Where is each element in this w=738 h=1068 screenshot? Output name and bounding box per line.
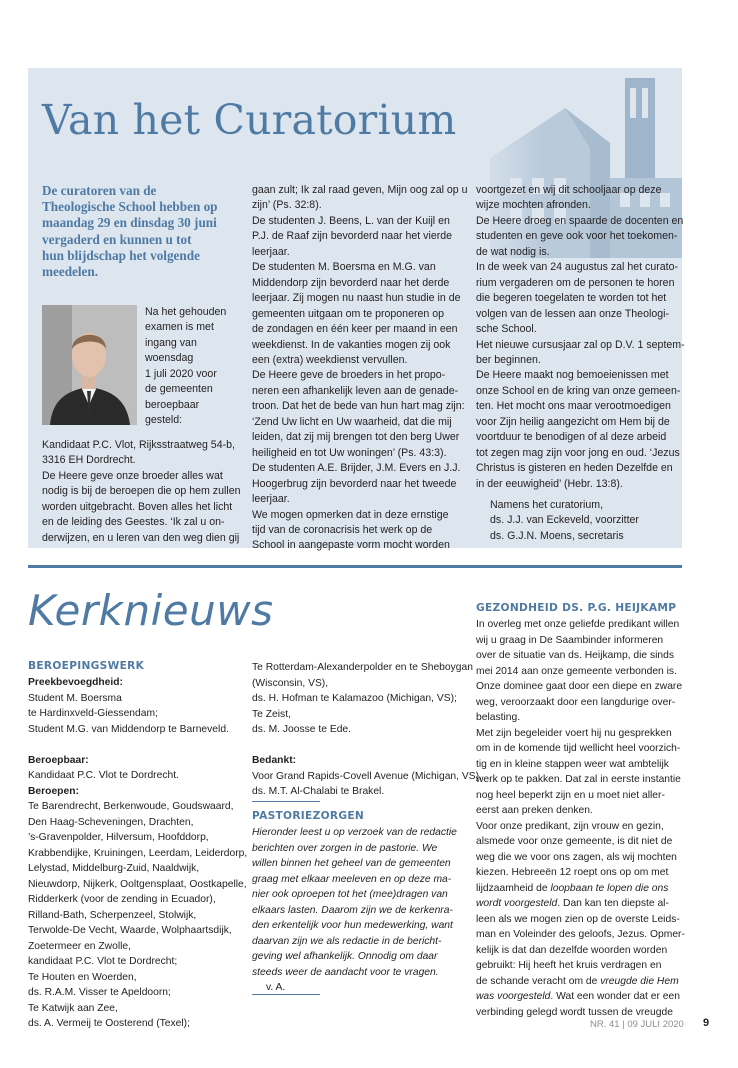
text-line: weg die we voor ons zagen, als wij mochten	[476, 851, 677, 863]
curatorium-signature	[490, 498, 639, 544]
text-line: ds. G.J.N. Moens, secretaris	[490, 529, 624, 542]
text-line: Den Haag-Scheveningen, Drachten,	[28, 816, 194, 828]
text-line: Kandidaat P.C. Vlot te Dordrecht.	[28, 770, 179, 781]
beroepingswerk-continued	[252, 660, 482, 800]
gezondheid-text	[476, 617, 685, 1020]
label-preekbevoegdheid: Preekbevoegdheid:	[28, 677, 123, 688]
text-line: troon. Dat het de bede van hun hart mag zijn:	[252, 400, 465, 413]
text-line: heiligheid en tot Uw woningen’ (Ps. 43:3).	[252, 446, 447, 459]
text-line: Christus is gisteren en heden Dezelfde en	[476, 462, 673, 475]
text-line: (Wisconsin, VS),	[252, 677, 329, 689]
text-line: ber beginnen.	[476, 353, 541, 366]
text-line: werk op te pakken. Dat zal in eerste instantie	[476, 774, 681, 785]
text-line: Rilland-Bath, Scherpenzeel, Stolwijk,	[28, 909, 197, 921]
text-line: gemeenten uitgaan om te proponeren op	[252, 307, 445, 320]
text-line: ten. Het mocht ons maar verootmoedigen	[476, 400, 671, 413]
short-rule	[252, 801, 320, 802]
text-line: wij u graag in De Saambinder informeren	[476, 634, 664, 646]
text-line: We mogen opmerken dat in deze ernstige	[252, 508, 449, 521]
text-line: kelijk is dat dan dezelfde woorden worden	[476, 944, 668, 956]
text-line: Na het gehouden	[145, 306, 227, 318]
text-line: Het nieuwe cursusjaar zal op D.V. 1 septem-	[476, 338, 685, 351]
text-line: gaan zult; Ik zal raad geven, Mijn oog zal op u	[252, 184, 468, 196]
text-line: mei 2014 aan onze gemeente verbonden is.	[476, 665, 677, 677]
text-line: Onze dominee gaat door een diepe en zware	[476, 681, 683, 692]
text-line: ‘Zend Uw licht en Uw waarheid, dat die mij	[252, 415, 452, 428]
text-line: De Heere droeg en spaarde de docenten en	[476, 214, 684, 227]
text-line: ’s-Gravenpolder, Hilversum, Hoofddorp,	[28, 832, 209, 843]
text-line: daarvan zijn we als redactie in de bericht-	[252, 935, 442, 947]
text-line: leerjaar.	[252, 245, 290, 258]
text-line: nog heel beperkt zijn en u moet niet aller-	[476, 789, 665, 801]
section-title: Van het Curatorium	[42, 96, 457, 144]
text-line: Hoogerbrug zijn bevorderd naar het tweede	[252, 477, 457, 490]
text-line	[476, 896, 685, 912]
text-line: willen binnen het geheel van de gemeenten	[252, 858, 451, 869]
section-divider	[28, 565, 682, 568]
text-line: gesteld:	[145, 414, 183, 427]
text-line: neren een afhankelijk leven aan de genade-	[252, 384, 459, 397]
text-line: belasting.	[476, 712, 521, 723]
intro-line: hun blijdschap het volgende	[42, 247, 200, 263]
text-line: over de situatie van ds. Heijkamp, die sinds	[476, 650, 675, 661]
short-rule	[252, 994, 320, 995]
text-line: ds. R.A.M. Visser te Apeldoorn;	[28, 987, 171, 998]
text-line: geving wel afhankelijk. Onnodig om daar	[252, 951, 438, 962]
text-line: den erkentelijk voor hun medewerking, want	[252, 920, 453, 931]
text-line: kiezen. Hebreeën 12 roept ons op om met	[476, 867, 669, 878]
label-bedankt: Bedankt:	[252, 755, 297, 766]
text-line: leen als we mogen zien op de overste Leids-	[476, 913, 680, 925]
label-beroepbaar: Beroepbaar:	[28, 754, 89, 766]
text-line: wijze mochten afronden.	[476, 199, 591, 212]
text-line: 3316 EH Dordrecht.	[42, 454, 136, 467]
column-3-text	[476, 183, 685, 492]
text-line: ingang van	[145, 336, 197, 349]
text-line: In de week van 24 augustus zal het curato-	[476, 261, 678, 274]
italic-quote: loopbaan te lopen die ons	[550, 882, 669, 894]
text-line: die begeren toegelaten te worden tot het	[476, 292, 667, 305]
beroepingswerk-text	[28, 675, 247, 1032]
text-beside-photo	[145, 305, 226, 429]
text-line: Student M.G. van Middendorp te Barneveld.	[28, 723, 229, 735]
heading-beroepingswerk: BEROEPINGSWERK	[28, 660, 145, 672]
text-line: kandidaat P.C. Vlot te Dordrecht;	[28, 956, 178, 967]
text-line: Hieronder leest u op verzoek van de redactie	[252, 827, 457, 838]
text-line: zijn’ (Ps. 32:8).	[252, 199, 322, 212]
text-line: elkaars lasten. Daarom zijn we de kerkenra-	[252, 904, 453, 916]
text-line: leiden, dat zij mij brengen tot den berg Uwer	[252, 431, 460, 444]
text-line: voortgezet en wij dit schooljaar op deze	[476, 184, 662, 196]
text-span: . Wat een wonder dat er een	[550, 991, 680, 1002]
text-line: om in de komende tijd wellicht heel voorzich-	[476, 743, 681, 754]
label-beroepen: Beroepen:	[28, 785, 79, 797]
page-number: 9	[703, 1017, 710, 1029]
text-line: De Heere geve de broeders in het propo-	[252, 369, 446, 382]
text-line: Te Houten en Woerden,	[28, 971, 137, 983]
text-line: De studenten M. Boersma en M.G. van	[252, 261, 436, 274]
heading-pastoriezorgen: PASTORIEZORGEN	[252, 810, 365, 822]
pastoriezorgen-text	[252, 825, 457, 996]
text-line: Voor onze predikant, zijn vrouw en gezin,	[476, 820, 664, 832]
text-line: Krabbendijke, Kruiningen, Leerdam, Leiderdorp,	[28, 847, 248, 859]
text-line: voor Zijn heilig aangezicht om Hem bij de	[476, 415, 670, 428]
text-line: alsmede voor onze gemeente, is dit niet de	[476, 836, 673, 847]
italic-quote: was voorgesteld	[476, 991, 551, 1002]
text-line: de zondagen en één keer per maand in een	[252, 323, 458, 336]
text-line: beroepbaar	[145, 398, 200, 411]
text-line: Kandidaat P.C. Vlot, Rijksstraatweg 54-b,	[42, 439, 235, 451]
section-title: Kerknieuws	[28, 586, 274, 635]
text-line: studenten en geve ook voor het toekomen-	[476, 230, 678, 243]
text-line: ds. H. Hofman te Kalamazoo (Michigan, VS);	[252, 693, 457, 704]
text-line: leerjaar. Zij mogen nu naast hun studie in de	[252, 292, 461, 305]
text-line: In overleg met onze geliefde predikant willen	[476, 619, 680, 630]
text-line: P.J. de Raaf zijn bevorderd naar het vierde	[252, 230, 453, 243]
text-line: School in aangepaste vorm mocht worden	[252, 539, 450, 552]
italic-quote: vreugde die Hem	[600, 975, 679, 987]
issue-footer: NR. 41 | 09 JULI 2020	[590, 1019, 684, 1030]
text-line: leerjaar.	[252, 493, 290, 506]
text-line: Zoetermeer en Zwolle,	[28, 940, 132, 952]
text-line: Ridderkerk (voor de zending in Ecuador),	[28, 894, 216, 905]
text-line: Terwolde-De Vecht, Waarde, Wolphaartsdijk,	[28, 925, 232, 936]
text-line: nier ook oproepen tot het (mee)dragen van	[252, 889, 448, 900]
text-line: worden uitgebracht. Boven alles het licht	[42, 500, 233, 513]
text-line: weekdienst. In de vakanties mogen zij ook	[252, 338, 451, 351]
text-line: ds. J.J. van Eckeveld, voorzitter	[490, 514, 639, 527]
text-line	[476, 989, 685, 1005]
text-line: woensdag	[145, 352, 194, 365]
text-line: ds. A. Vermeij te Oosterend (Texel);	[28, 1018, 190, 1029]
text-span: lijdzaamheid de	[476, 882, 548, 894]
text-line: Middendorp zijn bevorderd naar het derde	[252, 276, 450, 289]
pastoriezorgen-sign: v. A.	[266, 982, 286, 993]
text-line	[476, 974, 685, 990]
intro-line: maandag 29 en dinsdag 30 juni	[42, 215, 217, 231]
text-line: eerst aan preken denken.	[476, 805, 593, 816]
text-line: Met zijn begeleider voert hij nu gesprekken	[476, 727, 672, 739]
italic-quote: wordt voorgesteld	[476, 898, 558, 909]
text-line: nodig is bij de beroepen die op hem zullen	[42, 485, 241, 498]
text-line: rium vergaderen om de personen te horen	[476, 276, 675, 289]
text-line: voortduur te benodigen of al deze arbeid	[476, 431, 667, 444]
text-line: man en Voleinder des geloofs, Jezus. Opmer-	[476, 929, 685, 940]
text-line: De Heere geve onze broeder alles wat	[42, 469, 223, 482]
text-line: tig en in kleine stappen weer wat ambtelijk	[476, 758, 669, 770]
text-line: De studenten A.E. Brijder, J.M. Evers en J.J.	[252, 462, 461, 475]
text-line: Voor Grand Rapids-Covell Avenue (Michigan, VS),	[252, 770, 482, 782]
text-line: verbinding gelegd wordt tussen de vreugde	[476, 1006, 673, 1018]
text-line: examen is met	[145, 321, 214, 334]
intro-line: vergaderd en kunnen u tot	[42, 231, 192, 247]
intro-line: Theologische School hebben op	[42, 199, 218, 215]
text-line: Namens het curatorium,	[490, 499, 604, 511]
text-line: weg, veroorzaakt door een langdurige over-	[476, 696, 676, 708]
text-line: gebruikt: Hij heeft het kruis verdragen en	[476, 960, 662, 971]
text-line: de gemeenten	[145, 383, 213, 396]
intro-line: meedelen.	[42, 264, 99, 280]
text-line: en de leiding des Geestes. ‘Ik zal u on-	[42, 516, 225, 529]
text-line: Te Zeist,	[252, 708, 291, 720]
text-line: Nieuwdorp, Nijkerk, Ooltgensplaat, Oostkapelle,	[28, 878, 247, 890]
heading-gezondheid: GEZONDHEID DS. P.G. HEIJKAMP	[476, 602, 677, 614]
text-line: Te Katwijk aan Zee,	[28, 1002, 118, 1014]
text-line: De Heere maakt nog bemoeienissen met	[476, 369, 669, 382]
text-line: Te Rotterdam-Alexanderpolder en te Sheboygan	[252, 662, 473, 673]
text-line: tijd van de coronacrisis het werk op de	[252, 523, 433, 536]
text-line: graag met elkaar meeleven en op deze ma-	[252, 873, 452, 885]
intro-line: De curatoren van de	[42, 183, 157, 198]
text-line: volgen van de lessen aan onze Theologi-	[476, 307, 669, 320]
text-line: de wat nodig is.	[476, 245, 550, 258]
text-line: derwijzen, en u leren van den weg dien gij	[42, 531, 240, 544]
text-line: sche School.	[476, 323, 537, 336]
text-line: tot zegen mag zijn voor jong en oud. ‘Jezus	[476, 446, 680, 459]
text-line: 1 juli 2020 voor	[145, 367, 217, 380]
text-line: onze School en de kring van onze gemeen-	[476, 384, 681, 397]
text-line: te Hardinxveld-Giessendam;	[28, 708, 158, 719]
text-line: Lelystad, Middelburg-Zuid, Naaldwijk,	[28, 863, 200, 874]
candidate-portrait	[42, 305, 137, 425]
intro-paragraph	[42, 183, 237, 280]
column-1-text	[42, 438, 240, 546]
text-line: een (extra) weekdienst vervullen.	[252, 353, 408, 366]
column-2-text	[252, 183, 468, 554]
text-line: in der eeuwigheid’ (Hebr. 13:8).	[476, 477, 623, 490]
text-line	[476, 881, 685, 897]
text-span: de schande veracht om de	[476, 975, 598, 987]
text-line: Te Barendrecht, Berkenwoude, Goudswaard,	[28, 801, 234, 812]
text-line: steeds weer de aandacht voor te vragen.	[252, 966, 439, 978]
text-line: ds. M. Joosse te Ede.	[252, 724, 352, 735]
text-line: Student M. Boersma	[28, 692, 122, 704]
text-line: ds. M.T. Al-Chalabi te Brakel.	[252, 786, 385, 797]
text-line: berichten over zorgen in de pastorie. We	[252, 842, 438, 854]
text-line: De studenten J. Beens, L. van der Kuijl en	[252, 214, 450, 227]
text-span: . Dan kan ten diepste al-	[557, 898, 669, 909]
